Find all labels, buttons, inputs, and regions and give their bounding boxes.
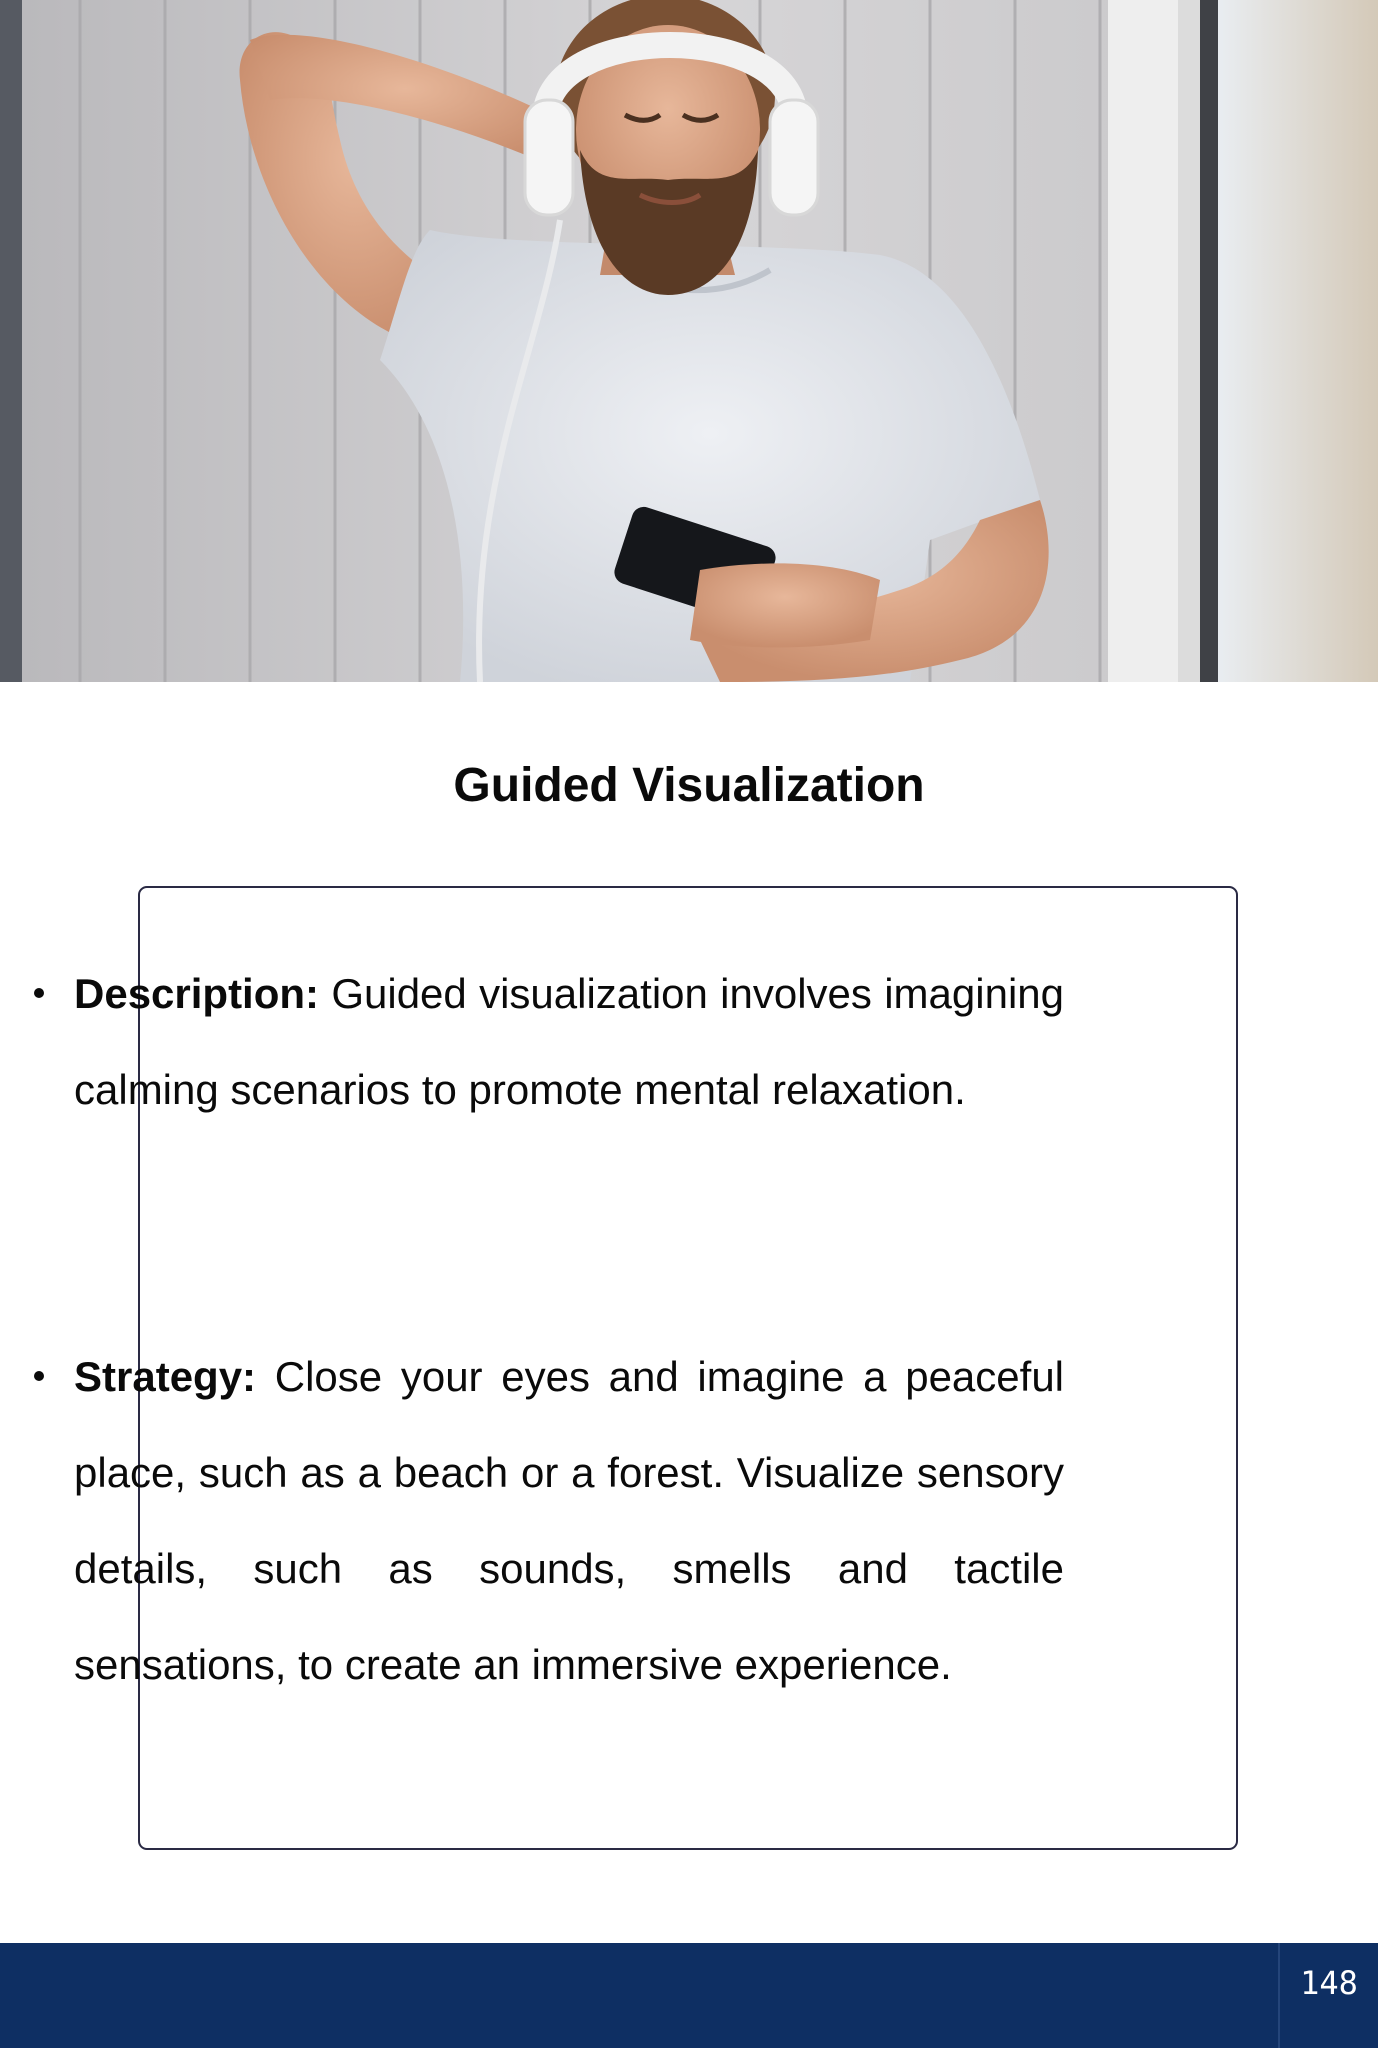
page-number: 148 — [1300, 1964, 1358, 2002]
man-with-headphones-illustration — [0, 0, 1378, 682]
bullet-icon — [34, 988, 44, 998]
list-item-strategy — [74, 1329, 1064, 1713]
list-item-description — [74, 946, 1064, 1138]
hero-photo — [0, 0, 1378, 682]
page-title: Guided Visualization — [453, 759, 925, 812]
list-item-text: Guided visualization involves imagining calming scenarios to promote mental relaxation. — [74, 970, 1064, 1113]
list-item-term: Description: — [74, 970, 320, 1017]
list-item-term: Strategy: — [74, 1353, 257, 1400]
list-item-text: Close your eyes and imagine a peaceful place, such as a beach or a forest. Visualize sensory details, such as sounds, smells and tactile sensations, to create an immersive experience. — [74, 1353, 1065, 1688]
bullet-icon — [34, 1371, 44, 1381]
footer-bar — [0, 1943, 1378, 2048]
